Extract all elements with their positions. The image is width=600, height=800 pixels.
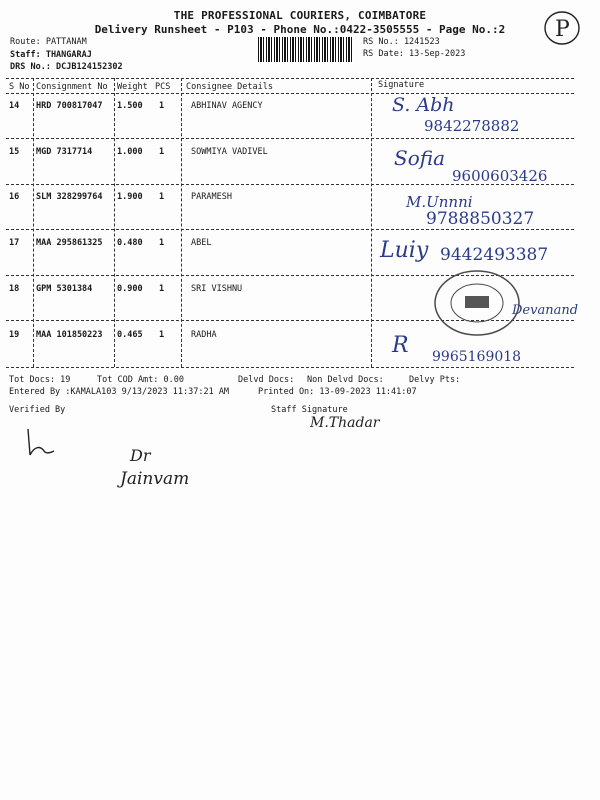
delivery-stamp [432,268,522,338]
verified-by-label: Verified By [9,405,66,415]
row-consignee: RADHA [191,330,217,340]
row-pcs: 1 [159,192,165,202]
route-label: Route: PATTANAM [10,37,87,47]
header-weight: Weight [117,82,148,92]
row-phone: 9842278882 [424,117,520,135]
row-pcs: 1 [159,330,165,340]
row-consignee: ABHINAV AGENCY [191,101,263,111]
table-top-rule [6,78,574,79]
row-consignee: SRI VISHNU [191,284,243,294]
header-consignee: Consignee Details [186,82,273,92]
header-sno: S No [9,82,30,92]
row-signature: Devanand [512,303,579,318]
staff-sign-name: M.Thadar [310,415,380,431]
row-pcs: 1 [159,101,165,111]
row-consignment: SLM 328299764 [36,192,103,202]
delivered-docs: Delvd Docs: [238,375,295,385]
row-sno: 14 [9,101,20,111]
row-divider [6,138,574,139]
column-divider [371,78,372,367]
corner-mark [543,9,581,47]
column-divider [114,78,115,367]
row-sno: 19 [9,330,20,340]
row-signature: M.Unnni [406,193,473,211]
row-sno: 16 [9,192,20,202]
row-signature: Luiy [380,238,429,263]
row-signature: R [392,333,409,358]
row-signature: Sofia [394,146,446,170]
row-sno: 15 [9,147,20,157]
row-signature: S. Abh [392,94,455,116]
barcode [258,37,354,62]
header-consignment: Consignment No [36,82,108,92]
verifier-sign-1: Dr [130,446,151,465]
row-phone: 9788850327 [426,209,535,229]
row-weight: 0.465 [117,330,143,340]
row-pcs: 1 [159,238,165,248]
row-phone: 9442493387 [440,245,549,265]
row-consignment: GPM 5301384 [36,284,93,294]
row-consignee: SOWMIYA VADIVEL [191,147,268,157]
row-weight: 0.480 [117,238,143,248]
rs-no-label: RS No.: 1241523 [363,37,440,47]
corner-mark-letter: P [555,17,570,42]
row-phone: 9600603426 [452,167,548,185]
row-consignee: ABEL [191,238,212,248]
column-divider [33,78,34,367]
table-bottom-rule [6,367,574,368]
staff-label: Staff: THANGARAJ [10,50,92,60]
header-pcs: PCS [155,82,171,92]
total-docs: Tot Docs: 19 [9,375,71,385]
total-cod: Tot COD Amt: 0.00 [97,375,184,385]
row-weight: 1.500 [117,101,143,111]
table-header-rule [6,93,574,94]
drs-label: DRS No.: DCJB124152302 [10,62,123,72]
row-consignment: HRD 700817047 [36,101,103,111]
row-sno: 17 [9,238,20,248]
row-consignment: MAA 101850223 [36,330,103,340]
delivery-points: Delvy Pts: [409,375,461,385]
printed-on: Printed On: 13-09-2023 11:41:07 [258,387,417,397]
row-divider [6,229,574,230]
staff-signature-label: Staff Signature [271,405,348,415]
verifier-initial-mark [20,425,60,460]
row-pcs: 1 [159,147,165,157]
row-weight: 0.900 [117,284,143,294]
row-weight: 1.000 [117,147,143,157]
row-phone: 9965169018 [432,349,522,365]
non-delivered-docs: Non Delvd Docs: [307,375,384,385]
row-consignment: MAA 295861325 [36,238,103,248]
column-divider [181,78,182,367]
runsheet-title: Delivery Runsheet - P103 - Phone No.:0422-3505555 - Page No.:2 [94,23,506,36]
row-consignment: MGD 7317714 [36,147,93,157]
header-signature: Signature [378,80,425,90]
row-consignee: PARAMESH [191,192,232,202]
entered-by: Entered By :KAMALA103 9/13/2023 11:37:21 AM [9,387,230,397]
rs-date-label: RS Date: 13-Sep-2023 [363,49,466,59]
row-sno: 18 [9,284,20,294]
row-weight: 1.900 [117,192,143,202]
company-title: THE PROFESSIONAL COURIERS, COIMBATORE [173,9,427,22]
verifier-sign-2: Jainvam [120,469,190,489]
row-pcs: 1 [159,284,165,294]
